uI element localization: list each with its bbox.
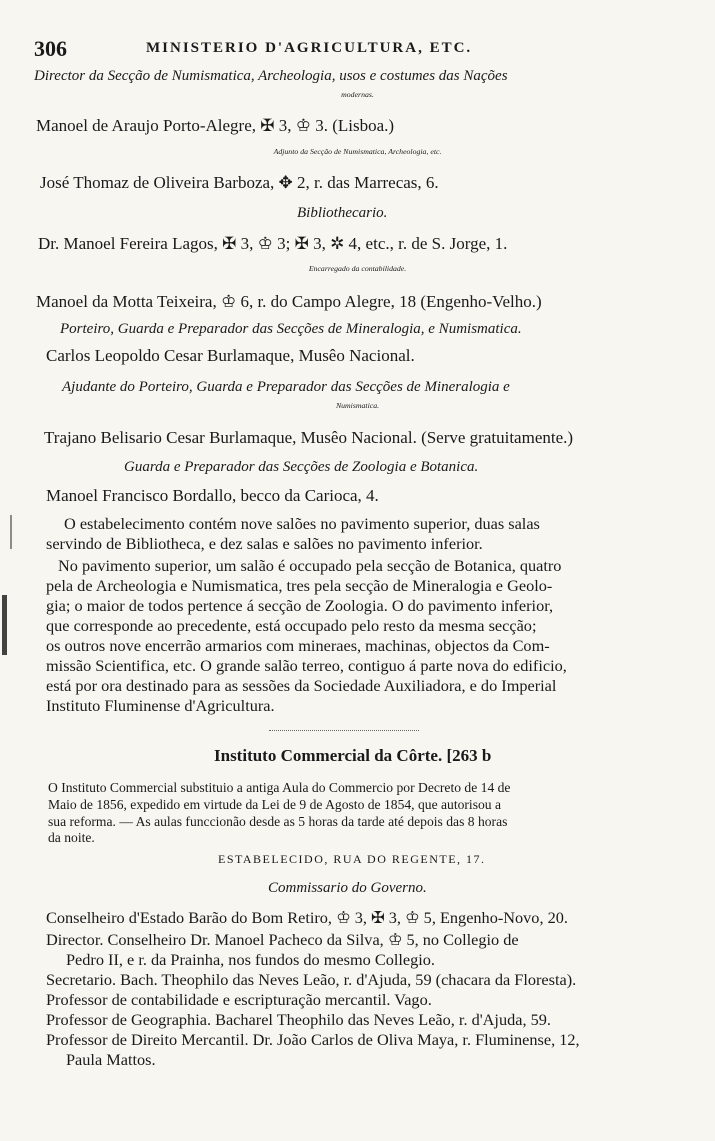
intro-line: sua reforma. — As aulas funccionão desde as 5 horas da tarde até depois das 8 horas xyxy=(48,814,508,829)
paragraph-line: No pavimento superior, um salão é occupado pela secção de Botanica, quatro xyxy=(58,556,562,575)
scan-margin-mark xyxy=(2,595,7,655)
museu-line: Trajano Belisario Cesar Burlamaque, Musêo Nacional. (Serve gratuitamente.) xyxy=(44,428,574,447)
museu-line: Carlos Leopoldo Cesar Burlamaque, Musêo Nacional. xyxy=(46,346,415,365)
section-heading: Instituto Commercial da Côrte. [263 b xyxy=(214,746,492,765)
staff-line: Professor de contabilidade e escripturação mercantil. Vago. xyxy=(46,990,432,1009)
paragraph-line: O estabelecimento contém nove salões no pavimento superior, duas salas xyxy=(64,514,540,533)
museu-line: Porteiro, Guarda e Preparador das Secções de Mineralogia, e Numismatica. xyxy=(60,321,522,337)
established-line: ESTABELECIDO, RUA DO REGENTE, 17. xyxy=(218,852,486,866)
staff-line: Professor de Direito Mercantil. Dr. João Carlos de Oliva Maya, r. Fluminense, 12, xyxy=(46,1030,580,1049)
staff-line: Paula Mattos. xyxy=(66,1050,156,1069)
museu-line: modernas. xyxy=(341,90,374,99)
running-title: MINISTERIO D'AGRICULTURA, ETC. xyxy=(146,40,473,56)
museu-line: Dr. Manoel Fereira Lagos, ✠ 3, ♔ 3; ✠ 3, ✲ 4, etc., r. de S. Jorge, 1. xyxy=(38,234,508,253)
museu-line: Numismatica. xyxy=(335,401,380,410)
museu-line: Encarregado da contabilidade. xyxy=(308,264,407,273)
museu-line: Guarda e Preparador das Secções de Zoologia e Botanica. xyxy=(124,459,479,475)
staff-line: Pedro II, e r. da Prainha, nos fundos do mesmo Collegio. xyxy=(66,950,435,969)
museu-line: Manoel da Motta Teixeira, ♔ 6, r. do Campo Alegre, 18 (Engenho-Velho.) xyxy=(36,292,542,311)
museu-line: Adjunto da Secção de Numismatica, Archeologia, etc. xyxy=(273,147,442,156)
paragraph-line: Instituto Fluminense d'Agricultura. xyxy=(46,696,275,715)
staff-line: Secretario. Bach. Theophilo das Neves Leão, r. d'Ajuda, 59 (chacara da Floresta). xyxy=(46,970,577,989)
paragraph-line: gia; o maior de todos pertence á secção de Zoologia. O do pavimento inferior, xyxy=(46,596,554,615)
paragraph-line: missão Scientifica, etc. O grande salão terreo, contiguo á parte nova do edificio, xyxy=(46,656,567,675)
paragraph-line: servindo de Bibliotheca, e dez salas e salões no pavimento inferior. xyxy=(46,534,483,553)
museu-line: Ajudante do Porteiro, Guarda e Preparador das Secções de Mineralogia e xyxy=(62,379,510,395)
sub-heading: Commissario do Governo. xyxy=(268,880,427,896)
intro-line: Maio de 1856, expedido em virtude da Lei de 9 de Agosto de 1854, que autorisou a xyxy=(48,797,502,812)
paragraph-line: pela de Archeologia e Numismatica, tres pela secção de Mineralogia e Geolo- xyxy=(46,576,553,595)
paragraph-line: está por ora destinado para as sessões da Sociedade Auxiliadora, e do Imperial xyxy=(46,676,557,695)
museu-line: Director da Secção de Numismatica, Archeologia, usos e costumes das Nações xyxy=(34,68,508,84)
staff-line: Conselheiro d'Estado Barão do Bom Retiro, ♔ 3, ✠ 3, ♔ 5, Engenho-Novo, 20. xyxy=(46,908,568,927)
museu-line: Manoel de Araujo Porto-Alegre, ✠ 3, ♔ 3. (Lisboa.) xyxy=(36,116,395,135)
paragraph-line: que corresponde ao precedente, está occupado pelo resto da mesma secção; xyxy=(46,616,537,635)
museu-line: Bibliothecario. xyxy=(297,205,388,221)
intro-line: O Instituto Commercial substituio a antiga Aula do Commercio por Decreto de 14 de xyxy=(48,780,511,795)
running-header xyxy=(34,36,675,62)
staff-line: Professor de Geographia. Bacharel Theophilo das Neves Leão, r. d'Ajuda, 59. xyxy=(46,1010,551,1029)
staff-line: Director. Conselheiro Dr. Manoel Pacheco da Silva, ♔ 5, no Collegio de xyxy=(46,930,519,949)
museu-line: Manoel Francisco Bordallo, becco da Carioca, 4. xyxy=(46,486,379,505)
paragraph-line: os outros nove encerrão armarios com mineraes, machinas, objectos da Com- xyxy=(46,636,550,655)
section-divider xyxy=(269,730,419,731)
museu-line: José Thomaz de Oliveira Barboza, ✥ 2, r. das Marrecas, 6. xyxy=(40,173,439,192)
intro-line: da noite. xyxy=(48,830,95,845)
scan-margin-mark xyxy=(10,515,12,549)
page-number: 306 xyxy=(34,36,67,61)
